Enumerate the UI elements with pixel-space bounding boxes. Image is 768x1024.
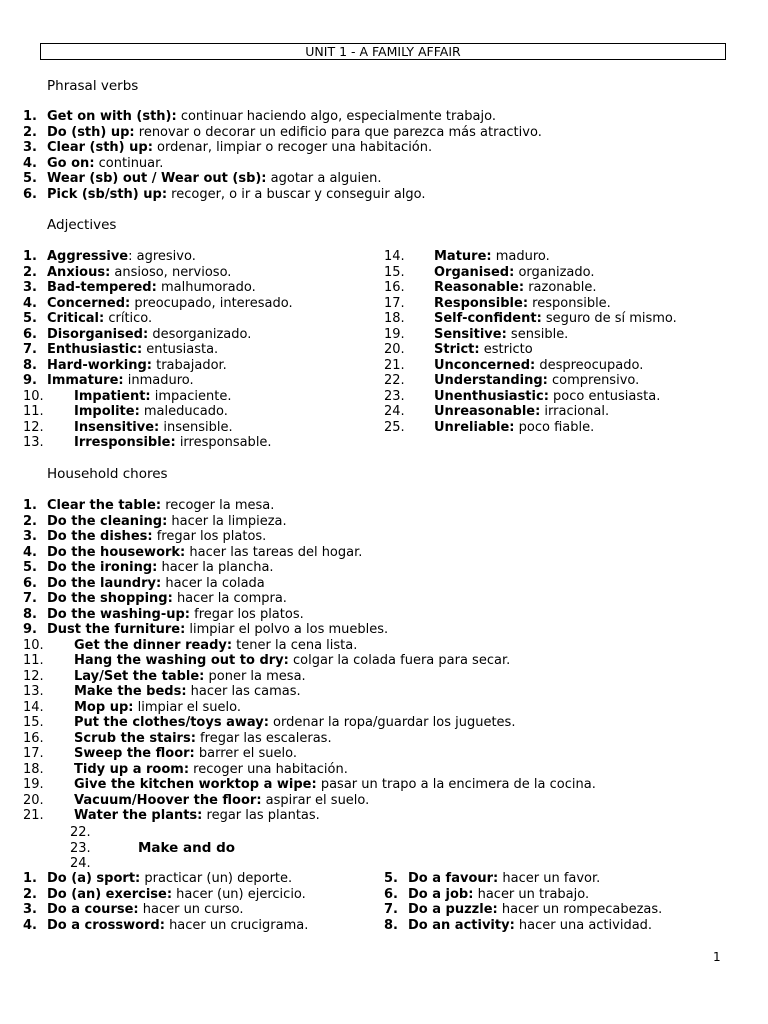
item-number: 19. [23,777,44,792]
make-do-list-right [384,871,662,933]
list-item [23,700,596,716]
item-number: 9. [23,373,37,388]
item-number: 9. [23,622,37,637]
item-term: Do a favour: [408,871,499,886]
item-number: 3. [23,902,37,917]
item-number: 10. [23,637,44,653]
list-item [23,887,308,903]
item-term: Do the cleaning: [47,513,168,529]
household-chores-list [23,498,596,824]
list-item [23,715,596,731]
item-definition: insensible. [159,419,233,435]
item-number: 4. [23,917,37,933]
item-term: Make the beds: [74,684,187,699]
item-definition: razonable. [524,280,597,295]
item-term: Bad-tempered: [47,280,157,295]
item-number: 14. [23,699,44,715]
item-number: 1. [23,249,37,264]
item-definition: poco entusiasta. [548,388,661,404]
list-item [23,265,293,281]
item-number: 16. [23,730,44,746]
item-term: Impolite: [74,404,140,419]
item-term: Do a puzzle: [408,902,498,917]
item-number: 1. [23,109,37,124]
item-definition: limpiar el suelo. [133,699,242,715]
list-item [23,638,596,654]
item-definition: continuar haciendo algo, especialmente trabajo. [176,109,496,124]
item-term: Unreliable: [434,419,515,435]
item-definition: despreocupado. [535,357,644,373]
item-definition: fregar los platos. [152,529,267,544]
item-term: Impatient: [74,388,151,404]
item-definition: hacer (un) ejercicio. [172,886,306,902]
item-number: 2. [23,264,37,280]
list-item [23,731,596,747]
list-item [384,311,677,327]
item-term: Do (an) exercise: [47,886,173,902]
item-number: 7. [23,591,37,606]
list-item [384,249,677,265]
list-item [23,311,293,327]
item-definition: estricto [479,342,533,357]
item-definition: desorganizado. [148,326,252,342]
item-term: Unenthusiastic: [434,388,549,404]
item-number: 18. [23,761,44,777]
item-term: Dust the furniture: [47,622,186,637]
item-definition: malhumorado. [156,280,256,295]
item-term: Do the shopping: [47,591,173,606]
list-item [384,918,662,934]
list-item [23,545,596,561]
list-item [23,498,596,514]
item-definition: agotar a alguien. [266,171,382,186]
item-term: Tidy up a room: [74,761,190,777]
item-definition: hacer un favor. [498,871,601,886]
household-chores-heading: Household chores [47,466,168,482]
item-term: Do (sth) up: [47,124,135,140]
item-definition: inmaduro. [123,373,194,388]
item-number: 3. [23,280,37,295]
list-item [23,653,596,669]
item-term: Unconcerned: [434,357,536,373]
adjectives-list-right [384,249,677,435]
list-number-24: 24. [70,856,91,871]
item-number: 7. [384,902,398,917]
item-number: 20. [384,342,405,357]
list-item [23,871,308,887]
list-item [23,373,293,389]
item-term: Clear the table: [47,498,162,513]
list-item [384,327,677,343]
item-term: Disorganised: [47,326,149,342]
list-item [23,187,542,203]
item-definition: entusiasta. [142,342,219,357]
item-number: 6. [23,186,37,202]
item-number: 12. [23,419,44,435]
item-definition: hacer un crucigrama. [164,917,309,933]
list-item [23,171,542,187]
list-item [384,373,677,389]
item-definition: fregar las escaleras. [195,730,332,746]
item-term: Do the washing-up: [47,606,191,622]
item-term: Do (a) sport: [47,871,141,886]
item-definition: hacer las camas. [186,684,301,699]
item-term: Do the ironing: [47,560,158,575]
list-item [384,296,677,312]
item-definition: impaciente. [150,388,232,404]
list-item [23,389,293,405]
item-term: Reasonable: [434,280,525,295]
item-term: Strict: [434,342,480,357]
item-number: 12. [23,668,44,684]
item-number: 15. [23,715,44,730]
list-item [23,918,308,934]
item-term: Insensitive: [74,419,160,435]
item-definition: aspirar el suelo. [261,792,370,808]
list-item [384,871,662,887]
list-item [23,777,596,793]
item-definition: hacer la colada [161,575,265,591]
item-number: 14. [384,249,405,264]
item-number: 25. [384,419,405,435]
item-definition: maleducado. [139,404,228,419]
item-term: Mature: [434,249,492,264]
list-item [384,902,662,918]
item-definition: irracional. [540,404,610,419]
item-definition: sensible. [506,326,569,342]
item-number: 6. [384,886,398,902]
item-term: Water the plants: [74,808,203,823]
item-number: 19. [384,326,405,342]
item-term: Critical: [47,311,105,326]
item-number: 1. [23,871,37,886]
item-number: 1. [23,498,37,513]
item-term: Get the dinner ready: [74,637,233,653]
item-number: 4. [23,155,37,171]
adjectives-heading: Adjectives [47,217,117,233]
list-item [23,746,596,762]
item-term: Do the housework: [47,544,186,560]
item-term: Get on with (sth): [47,109,177,124]
item-definition: poner la mesa. [204,668,306,684]
list-item [23,280,293,296]
item-term: Put the clothes/toys away: [74,715,269,730]
item-definition: crítico. [104,311,153,326]
item-definition: trabajador. [151,357,227,373]
list-item [23,109,542,125]
list-number-23: 23. [70,841,91,856]
item-term: Sweep the floor: [74,746,195,761]
item-definition: : agresivo. [128,249,196,264]
item-number: 8. [23,357,37,373]
item-number: 6. [23,575,37,591]
item-number: 8. [23,606,37,622]
item-term: Understanding: [434,373,548,388]
list-item [23,902,308,918]
item-term: Aggressive [47,249,129,264]
item-definition: recoger la mesa. [161,498,275,513]
list-item [23,358,293,374]
item-definition: hacer un rompecabezas. [497,902,663,917]
item-term: Responsible: [434,295,529,311]
make-do-list-left [23,871,308,933]
item-term: Wear (sb) out / Wear out (sb): [47,171,267,186]
list-item [23,607,596,623]
item-number: 21. [384,357,405,373]
item-definition: recoger una habitación. [189,761,348,777]
item-term: Scrub the stairs: [74,730,196,746]
item-number: 5. [384,871,398,886]
list-item [23,622,596,638]
item-term: Do a course: [47,902,139,917]
item-number: 11. [23,404,44,419]
list-item [23,296,293,312]
item-definition: irresponsable. [175,435,272,450]
item-number: 7. [23,342,37,357]
item-term: Self-confident: [434,311,542,326]
item-definition: hacer una actividad. [514,917,653,933]
item-definition: limpiar el polvo a los muebles. [185,622,389,637]
list-item [23,514,596,530]
item-definition: pasar un trapo a la encimera de la cocina. [316,777,596,792]
item-definition: responsible. [528,295,611,311]
item-definition: poco fiable. [514,419,595,435]
item-number: 2. [23,124,37,140]
item-definition: ordenar la ropa/guardar los juguetes. [268,715,516,730]
item-number: 3. [23,529,37,544]
list-item [384,265,677,281]
make-and-do-heading: Make and do [138,840,236,856]
item-term: Hang the washing out to dry: [74,653,289,668]
item-term: Do a job: [408,886,474,902]
unit-title: UNIT 1 - A FAMILY AFFAIR [40,43,726,60]
list-item [23,327,293,343]
item-definition: hacer la plancha. [157,560,274,575]
item-definition: colgar la colada fuera para secar. [288,653,511,668]
item-number: 18. [384,311,405,326]
item-term: Mop up: [74,699,134,715]
list-item [23,125,542,141]
item-definition: hacer un trabajo. [473,886,590,902]
list-item [23,808,596,824]
list-item [384,404,677,420]
list-item [384,280,677,296]
list-item [23,669,596,685]
item-number: 4. [23,544,37,560]
item-definition: maduro. [491,249,550,264]
item-term: Anxious: [47,264,111,280]
item-definition: organizado. [514,264,595,280]
item-definition: barrer el suelo. [194,746,297,761]
item-number: 5. [23,311,37,326]
item-definition: continuar. [94,155,164,171]
item-number: 17. [23,746,44,761]
item-definition: ordenar, limpiar o recoger una habitación. [152,140,433,155]
item-number: 17. [384,295,405,311]
item-term: Do a crossword: [47,917,165,933]
item-definition: preocupado, interesado. [130,295,293,311]
item-number: 2. [23,886,37,902]
item-term: Do an activity: [408,917,515,933]
phrasal-verbs-heading: Phrasal verbs [47,78,139,94]
item-number: 15. [384,264,405,280]
list-item [23,420,293,436]
item-term: Do the laundry: [47,575,162,591]
item-definition: regar las plantas. [202,808,320,823]
item-number: 3. [23,140,37,155]
item-number: 20. [23,792,44,808]
item-term: Lay/Set the table: [74,668,205,684]
list-item [384,420,677,436]
item-number: 13. [23,435,44,450]
list-item [23,684,596,700]
item-definition: hacer la compra. [172,591,287,606]
phrasal-verbs-list [23,109,542,202]
item-definition: seguro de sí mismo. [541,311,677,326]
list-item [23,560,596,576]
item-number: 21. [23,808,44,823]
item-term: Vacuum/Hoover the floor: [74,792,262,808]
item-definition: practicar (un) deporte. [140,871,293,886]
list-item [23,140,542,156]
item-number: 10. [23,388,44,404]
item-definition: tener la cena lista. [232,637,358,653]
item-number: 5. [23,560,37,575]
item-term: Pick (sb/sth) up: [47,186,168,202]
list-item [23,591,596,607]
list-item [384,389,677,405]
item-term: Go on: [47,155,95,171]
item-term: Give the kitchen worktop a wipe: [74,777,317,792]
item-term: Irresponsible: [74,435,176,450]
item-term: Unreasonable: [434,404,541,419]
item-number: 8. [384,917,398,933]
item-definition: hacer la limpieza. [167,513,287,529]
list-item [23,529,596,545]
list-number-22: 22. [70,825,91,840]
list-item [23,576,596,592]
item-number: 23. [384,388,405,404]
item-definition: comprensivo. [547,373,640,388]
item-definition: hacer las tareas del hogar. [185,544,363,560]
item-definition: ansioso, nervioso. [110,264,232,280]
list-item [23,435,293,451]
item-definition: hacer un curso. [138,902,244,917]
item-number: 22. [384,373,405,388]
list-item [384,358,677,374]
adjectives-list-left [23,249,293,451]
list-item [384,887,662,903]
item-term: Immature: [47,373,124,388]
list-item [23,342,293,358]
list-item [23,156,542,172]
list-item [384,342,677,358]
item-definition: renovar o decorar un edificio para que parezca más atractivo. [134,124,542,140]
list-item [23,249,293,265]
item-term: Hard-working: [47,357,152,373]
item-term: Clear (sth) up: [47,140,153,155]
item-definition: recoger, o ir a buscar y conseguir algo. [167,186,426,202]
item-number: 16. [384,280,405,295]
item-term: Enthusiastic: [47,342,143,357]
item-number: 2. [23,513,37,529]
item-term: Do the dishes: [47,529,153,544]
item-number: 6. [23,326,37,342]
item-number: 13. [23,684,44,699]
list-item [23,762,596,778]
list-item [23,404,293,420]
item-definition: fregar los platos. [190,606,304,622]
item-term: Concerned: [47,295,131,311]
item-number: 5. [23,171,37,186]
page-number: 1 [713,950,721,964]
item-number: 11. [23,653,44,668]
item-term: Sensitive: [434,326,507,342]
item-term: Organised: [434,264,515,280]
item-number: 24. [384,404,405,419]
list-item [23,793,596,809]
item-number: 4. [23,295,37,311]
